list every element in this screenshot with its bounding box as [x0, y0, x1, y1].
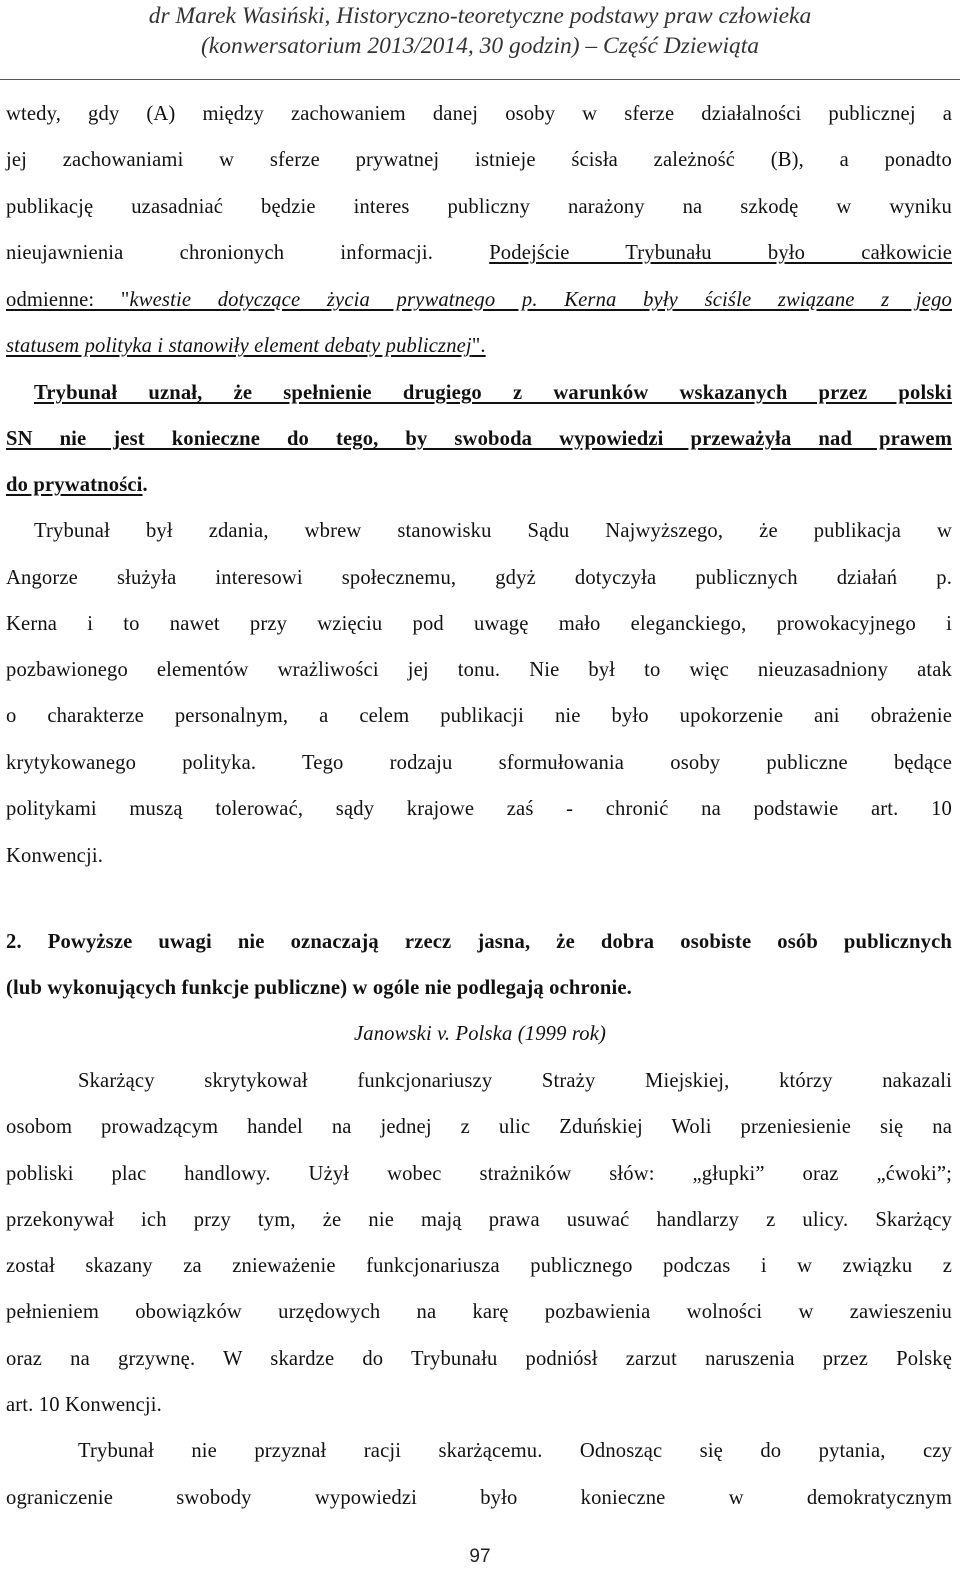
text-line: o charakterze personalnym, a celem publikacji nie było upokorzenie ani obrażenie	[6, 705, 952, 727]
text-line: osobom prowadzącym handel na jednej z ulic Zduńskiej Woli przeniesienie się na	[6, 1116, 952, 1138]
quote-italic: kwestie dotyczące życia prywatnego p. Kerna były ściśle związane z jego	[129, 289, 952, 311]
text-segment: .	[142, 474, 148, 496]
text-line: został skazany za znieważenie funkcjonariusza publicznego podczas i w związku z	[6, 1255, 952, 1277]
text-segment: do prywatności	[6, 474, 143, 496]
bold-heading-line: (lub wykonujących funkcje publiczne) w ogóle nie podlegają ochronie.	[6, 977, 632, 999]
text-line: pobliski plac handlowy. Użył wobec strażników słów: „głupki” oraz „ćwoki”;	[6, 1163, 952, 1185]
text-line: pozbawionego elementów wrażliwości jej tonu. Nie był to więc nieuzasadniony atak	[6, 659, 952, 681]
case-title: Janowski v. Polska (1999 rok)	[354, 1023, 606, 1045]
text-line: wtedy, gdy (A) między zachowaniem danej osoby w sferze działalności publicznej a	[6, 103, 952, 125]
text-line: ograniczenie swobody wypowiedzi było konieczne w demokratycznym	[6, 1487, 952, 1509]
header-line-2: (konwersatorium 2013/2014, 30 godzin) – Część Dziewiąta	[200, 33, 760, 59]
bold-paragraph-line	[6, 472, 952, 498]
text-line: Trybunał był zdania, wbrew stanowisku Sądu Najwyższego, że publikacja w	[34, 520, 952, 542]
text-line: pełnieniem obowiązków urzędowych na karę pozbawienia wolności w zawieszeniu	[6, 1301, 952, 1323]
quote-italic: statusem polityka i stanowiły element debaty publicznej	[6, 335, 472, 357]
text-line: Konwencji.	[6, 845, 104, 867]
bold-paragraph-line: SN nie jest konieczne do tego, by swoboda wypowiedzi przeważyła nad prawem	[6, 428, 952, 450]
text-line: publikację uzasadniać będzie interes publiczny narażony na szkodę w wyniku	[6, 196, 952, 218]
text-line: Skarżący skrytykował funkcjonariuszy Straży Miejskiej, którzy nakazali	[78, 1070, 952, 1092]
text-line: Kerna i to nawet przy wzięciu pod uwagę mało eleganckiego, prowokacyjnego i	[6, 613, 952, 635]
text-line	[6, 287, 952, 313]
text-segment: ".	[471, 335, 486, 357]
bold-heading-line: 2. Powyższe uwagi nie oznaczają rzecz jasna, że dobra osobiste osób publicznych	[6, 931, 952, 953]
text-segment: nieujawnienia chronionych informacji.	[6, 242, 490, 264]
text-line: jej zachowaniami w sferze prywatnej istnieje ścisła zależność (B), a ponadto	[6, 149, 952, 171]
text-line: przekonywał ich przy tym, że nie mają prawa usuwać handlarzy z ulicy. Skarżący	[6, 1209, 952, 1231]
text-line: Angorze służyła interesowi społecznemu, gdyż dotyczyła publicznych działań p.	[6, 567, 952, 589]
text-line: oraz na grzywnę. W skardze do Trybunału podniósł zarzut naruszenia przez Polskę	[6, 1348, 952, 1370]
text-line: krytykowanego polityka. Tego rodzaju sformułowania osoby publiczne będące	[6, 752, 952, 774]
page-number: 97	[469, 1546, 491, 1567]
header-rule	[0, 79, 960, 80]
text-line	[6, 240, 952, 266]
text-line	[6, 333, 952, 359]
text-line: Trybunał nie przyznał racji skarżącemu. Odnosząc się do pytania, czy	[78, 1440, 952, 1462]
underlined-text: Podejście Trybunału było całkowicie	[489, 242, 952, 264]
bold-paragraph-line: Trybunał uznał, że spełnienie drugiego z warunków wskazanych przez polski	[34, 382, 952, 404]
header-line-1: dr Marek Wasiński, Historyczno-teoretyczne podstawy praw człowieka	[148, 3, 812, 29]
text-line: art. 10 Konwencji.	[6, 1394, 162, 1416]
text-line: politykami muszą tolerować, sądy krajowe zaś - chronić na podstawie art. 10	[6, 798, 952, 820]
text-segment: odmienne: "	[6, 289, 130, 311]
